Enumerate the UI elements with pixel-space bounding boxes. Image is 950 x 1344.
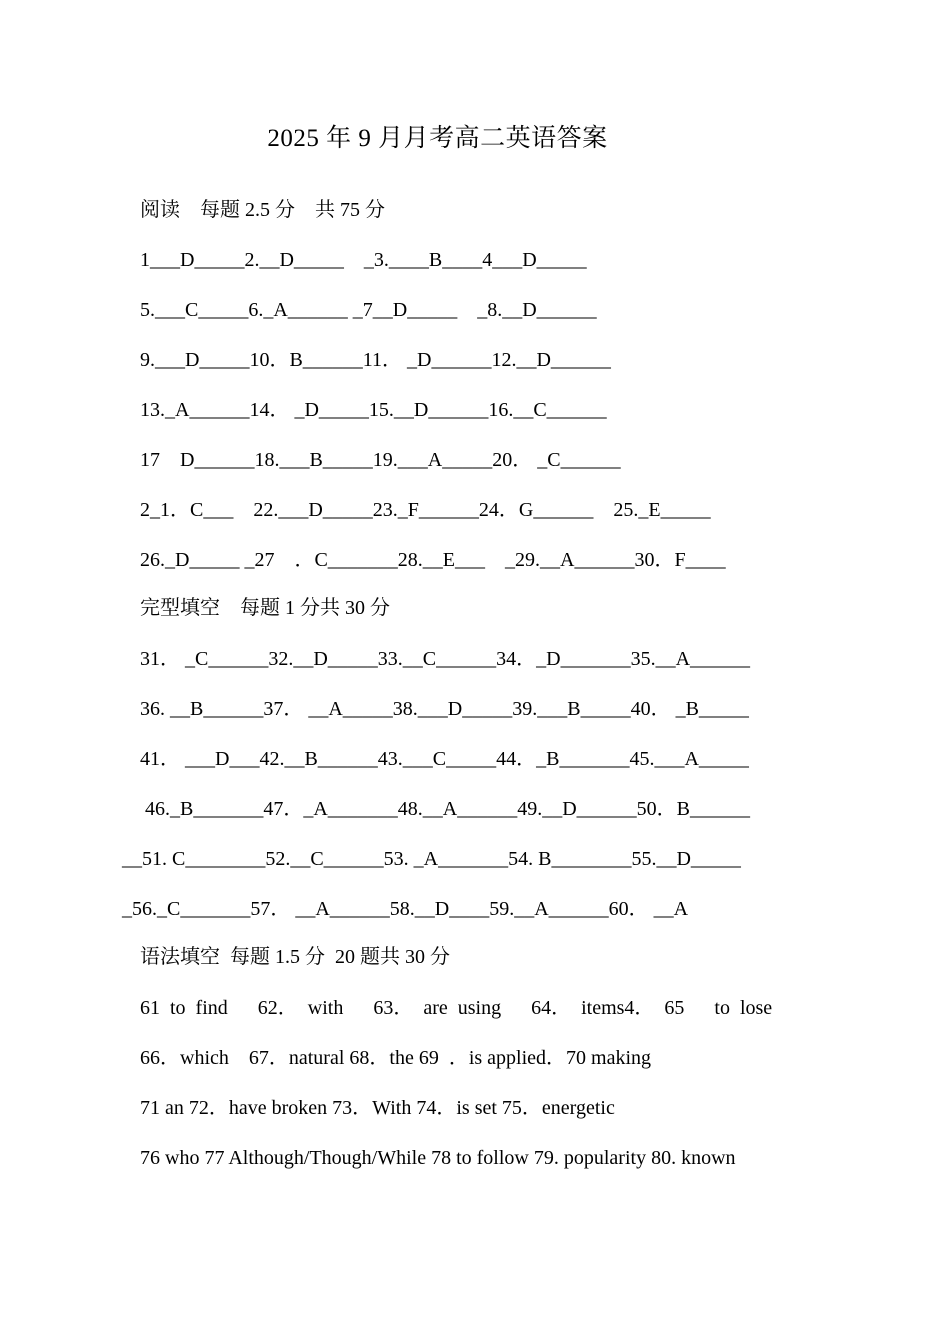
answer-line: 5.___C_____6._A______ _7__D_____ _8.__D______ xyxy=(140,299,597,321)
section-heading-cloze: 完型填空 每题 1 分共 30 分 xyxy=(140,597,390,619)
answer-line: 61 to find 62． with 63． are using 64． items4． 65 to lose xyxy=(140,997,773,1019)
answer-line: 17 D______18.___B_____19.___A_____20． _C______ xyxy=(140,449,621,471)
answer-line: 71 an 72．have broken 73．With 74．is set 75．energetic xyxy=(140,1097,615,1119)
answer-line: 66．which 67．natural 68．the 69 ．is applied．70 making xyxy=(140,1047,652,1069)
answer-line: 36. __B______37． __A_____38.___D_____39.___B_____40． _B_____ xyxy=(140,698,749,720)
section-heading-reading: 阅读 每题 2.5 分 共 75 分 xyxy=(140,199,385,221)
answer-line: 1___D_____2.__D_____ _3.____B____4___D_____ xyxy=(140,249,587,271)
answer-line: __51. C________52.__C______53. _A_______54. B________55.__D_____ xyxy=(122,848,741,870)
answer-line: 41． ___D___42.__B______43.___C_____44．_B_______45.___A_____ xyxy=(140,748,749,770)
answer-line: 13._A______14． _D_____15.__D______16.__C______ xyxy=(140,399,607,421)
answer-line: 2_1．C___ 22.___D_____23._F______24．G______ 25._E_____ xyxy=(140,499,711,521)
answer-line: 9.___D_____10．B______11． _D______12.__D______ xyxy=(140,349,611,371)
answer-line: _56._C_______57． __A______58.__D____59.__A______60． __A xyxy=(122,898,689,920)
section-heading-grammar: 语法填空 每题 1.5 分 20 题共 30 分 xyxy=(140,946,450,968)
answer-line: 31． _C______32.__D_____33.__C______34．_D_______35.__A______ xyxy=(140,648,751,670)
answer-line: 76 who 77 Although/Though/While 78 to follow 79. popularity 80. known xyxy=(140,1147,736,1169)
answer-line: 46._B_______47．_A_______48.__A______49.__D______50．B______ xyxy=(140,798,751,820)
answer-line: 26._D_____ _27 ．C_______28.__E___ _29.__A______30．F____ xyxy=(140,549,726,571)
page-title: 2025 年 9 月月考高二英语答案 xyxy=(267,125,608,152)
